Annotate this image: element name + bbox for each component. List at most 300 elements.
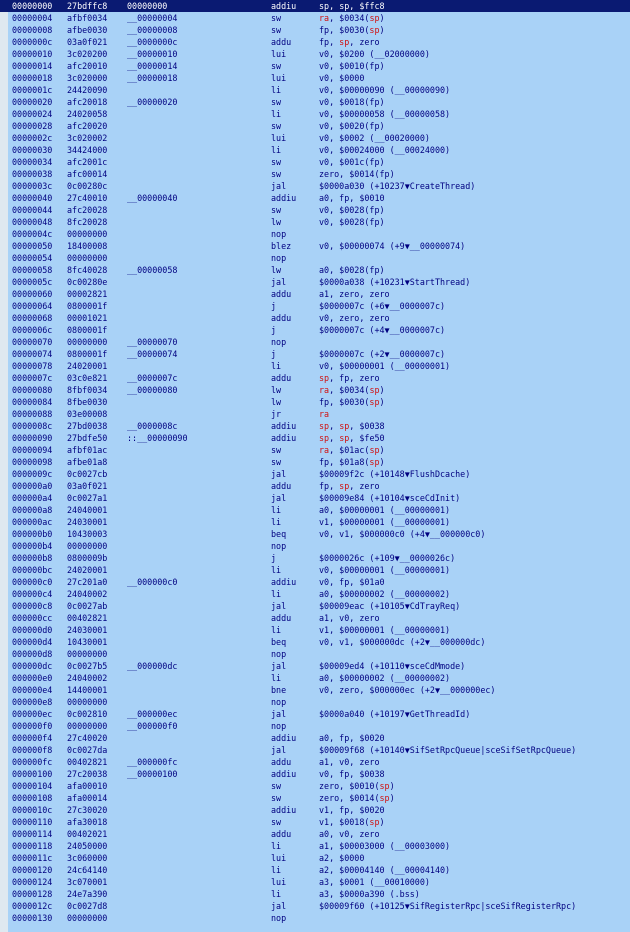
mnemonic: lw bbox=[271, 397, 282, 407]
operands: v0, $00000001 (__00000001) bbox=[319, 361, 451, 371]
code-line[interactable] bbox=[0, 348, 630, 360]
code-line[interactable] bbox=[0, 144, 630, 156]
code-line[interactable] bbox=[0, 396, 630, 408]
opcode-hex: 00402821 bbox=[67, 757, 108, 767]
code-line[interactable] bbox=[0, 72, 630, 84]
operands: v0, $0020(fp) bbox=[319, 121, 385, 131]
operands: $0000a038 (+10231▼StartThread) bbox=[319, 277, 471, 287]
address: 00000080 bbox=[12, 385, 53, 395]
code-line[interactable] bbox=[0, 672, 630, 684]
opcode-hex: afc20020 bbox=[67, 121, 108, 131]
code-line[interactable] bbox=[0, 48, 630, 60]
mnemonic: lw bbox=[271, 217, 282, 227]
opcode-hex: 24020001 bbox=[67, 361, 108, 371]
operands: fp, $0030(sp) bbox=[319, 397, 385, 407]
mnemonic: addiu bbox=[271, 577, 297, 587]
address: 000000d8 bbox=[12, 649, 53, 659]
code-line[interactable] bbox=[0, 648, 630, 660]
operands: a0, fp, $0010 bbox=[319, 193, 385, 203]
code-line[interactable] bbox=[0, 480, 630, 492]
code-line[interactable] bbox=[0, 840, 630, 852]
mnemonic: j bbox=[271, 301, 277, 311]
opcode-hex: afbf0034 bbox=[67, 13, 108, 23]
mnemonic: nop bbox=[271, 253, 287, 263]
operands: v0, fp, $0038 bbox=[319, 769, 385, 779]
code-line[interactable] bbox=[0, 252, 630, 264]
code-line[interactable] bbox=[0, 564, 630, 576]
code-line[interactable] bbox=[0, 864, 630, 876]
operands: $00009f68 (+10140▼SifSetRpcQueue|sceSifSetRpcQueue) bbox=[319, 745, 577, 755]
address: 000000f0 bbox=[12, 721, 53, 731]
opcode-hex: 3c070001 bbox=[67, 877, 108, 887]
opcode-hex: 27c40010 bbox=[67, 193, 108, 203]
code-line[interactable] bbox=[0, 540, 630, 552]
operands: $0000007c (+6▼__0000007c) bbox=[319, 301, 446, 311]
address: 000000c4 bbox=[12, 589, 53, 599]
opcode-hex: 0800001f bbox=[67, 349, 108, 359]
mnemonic: addiu bbox=[271, 733, 297, 743]
code-line[interactable] bbox=[0, 372, 630, 384]
mnemonic: nop bbox=[271, 697, 287, 707]
mnemonic: li bbox=[271, 673, 282, 683]
opcode-hex: 8fbe0030 bbox=[67, 397, 108, 407]
code-line[interactable] bbox=[0, 600, 630, 612]
operands: a0, v0, zero bbox=[319, 829, 380, 839]
opcode-hex: 27c201a0 bbox=[67, 577, 108, 587]
opcode-hex: 0c0027d8 bbox=[67, 901, 108, 911]
mnemonic: jal bbox=[271, 277, 287, 287]
code-line[interactable] bbox=[0, 168, 630, 180]
operands: v0, $0000 bbox=[319, 73, 365, 83]
opcode-hex: afc20010 bbox=[67, 61, 108, 71]
opcode-hex: 24030001 bbox=[67, 517, 108, 527]
operands: v0, $0200 (__02000000) bbox=[319, 49, 430, 59]
operands: a0, fp, $0020 bbox=[319, 733, 385, 743]
operands: v0, v1, $000000c0 (+4▼__000000c0) bbox=[319, 529, 486, 539]
opcode-hex: 18400008 bbox=[67, 241, 108, 251]
opcode-hex: 10430001 bbox=[67, 637, 108, 647]
code-line[interactable] bbox=[0, 432, 630, 444]
opcode-hex: afc20018 bbox=[67, 97, 108, 107]
code-line[interactable] bbox=[0, 888, 630, 900]
code-line[interactable] bbox=[0, 792, 630, 804]
mnemonic: jal bbox=[271, 661, 287, 671]
operands: a3, $0000a390 (.bss) bbox=[319, 889, 420, 899]
opcode-hex: 3c020200 bbox=[67, 49, 108, 59]
opcode-hex: 03a0f021 bbox=[67, 37, 108, 47]
address: 0000009c bbox=[12, 469, 53, 479]
code-line[interactable] bbox=[0, 84, 630, 96]
address: 00000050 bbox=[12, 241, 53, 251]
address: 00000068 bbox=[12, 313, 53, 323]
address: 00000088 bbox=[12, 409, 53, 419]
address: 0000003c bbox=[12, 181, 53, 191]
operands: $0000026c (+109▼__0000026c) bbox=[319, 553, 456, 563]
operands: a1, v0, zero bbox=[319, 613, 380, 623]
code-line[interactable] bbox=[0, 684, 630, 696]
opcode-hex: 00002821 bbox=[67, 289, 108, 299]
code-line[interactable] bbox=[0, 828, 630, 840]
mnemonic: li bbox=[271, 85, 282, 95]
code-line[interactable] bbox=[0, 528, 630, 540]
code-line[interactable] bbox=[0, 456, 630, 468]
code-line[interactable] bbox=[0, 312, 630, 324]
operands: v0, $001c(fp) bbox=[319, 157, 385, 167]
opcode-hex: 00000000 bbox=[67, 229, 108, 239]
operands: fp, $01a8(sp) bbox=[319, 457, 385, 467]
opcode-hex: 27c40020 bbox=[67, 733, 108, 743]
code-line[interactable] bbox=[0, 660, 630, 672]
opcode-hex: afa30018 bbox=[67, 817, 108, 827]
operands: $00009f2c (+10148▼FlushDcache) bbox=[319, 469, 471, 479]
code-line[interactable] bbox=[0, 264, 630, 276]
operands: sp, fp, zero bbox=[319, 373, 380, 383]
operands: a1, $00003000 (__00003000) bbox=[319, 841, 451, 851]
code-line[interactable] bbox=[0, 780, 630, 792]
address: 00000100 bbox=[12, 769, 53, 779]
code-line[interactable] bbox=[0, 732, 630, 744]
address: 00000114 bbox=[12, 829, 53, 839]
opcode-hex: afa00014 bbox=[67, 793, 108, 803]
mnemonic: addu bbox=[271, 373, 292, 383]
address: 000000f8 bbox=[12, 745, 53, 755]
opcode-hex: 00402021 bbox=[67, 829, 108, 839]
mnemonic: beq bbox=[271, 529, 287, 539]
opcode-hex: 00000000 bbox=[67, 541, 108, 551]
mnemonic: nop bbox=[271, 337, 287, 347]
mnemonic: addu bbox=[271, 289, 292, 299]
code-label: __00000080 bbox=[127, 385, 178, 395]
code-line[interactable] bbox=[0, 852, 630, 864]
code-line[interactable] bbox=[0, 60, 630, 72]
operands: v1, fp, $0020 bbox=[319, 805, 385, 815]
mnemonic: lui bbox=[271, 133, 287, 143]
operands: v0, v1, $000000dc (+2▼__000000dc) bbox=[319, 637, 486, 647]
operands: fp, $0030(sp) bbox=[319, 25, 385, 35]
opcode-hex: 00000000 bbox=[67, 913, 108, 923]
code-line[interactable] bbox=[0, 420, 630, 432]
operands: $0000007c (+2▼__0000007c) bbox=[319, 349, 446, 359]
code-line[interactable] bbox=[0, 288, 630, 300]
address: 00000018 bbox=[12, 73, 53, 83]
operands: v0, $00000090 (__00000090) bbox=[319, 85, 451, 95]
operands: v1, $00000001 (__00000001) bbox=[319, 625, 451, 635]
address: 00000074 bbox=[12, 349, 53, 359]
mnemonic: nop bbox=[271, 229, 287, 239]
operands: zero, $0014(fp) bbox=[319, 169, 395, 179]
address: 000000a4 bbox=[12, 493, 53, 503]
opcode-hex: 24420090 bbox=[67, 85, 108, 95]
code-label: __00000018 bbox=[127, 73, 178, 83]
code-line[interactable] bbox=[0, 696, 630, 708]
opcode-hex: 3c060000 bbox=[67, 853, 108, 863]
address: 0000007c bbox=[12, 373, 53, 383]
mnemonic: jal bbox=[271, 601, 287, 611]
operands: ra, $0034(sp) bbox=[319, 13, 385, 23]
operands: $00009eac (+10105▼CdTrayReq) bbox=[319, 601, 461, 611]
address: 000000cc bbox=[12, 613, 53, 623]
mnemonic: sw bbox=[271, 817, 282, 827]
mnemonic: lui bbox=[271, 73, 287, 83]
mnemonic: nop bbox=[271, 721, 287, 731]
address: 000000e8 bbox=[12, 697, 53, 707]
operands: fp, sp, zero bbox=[319, 37, 380, 47]
mnemonic: jal bbox=[271, 901, 287, 911]
address: 000000dc bbox=[12, 661, 53, 671]
address: 000000f4 bbox=[12, 733, 53, 743]
mnemonic: nop bbox=[271, 541, 287, 551]
code-line[interactable] bbox=[0, 24, 630, 36]
code-label: __000000fc bbox=[127, 757, 178, 767]
operands: v0, $00000074 (+9▼__00000074) bbox=[319, 241, 466, 251]
code-label: ::__00000090 bbox=[127, 433, 188, 443]
opcode-hex: 24020001 bbox=[67, 565, 108, 575]
code-line[interactable] bbox=[0, 756, 630, 768]
code-line[interactable] bbox=[0, 816, 630, 828]
address: 0000001c bbox=[12, 85, 53, 95]
address: 000000fc bbox=[12, 757, 53, 767]
code-line[interactable] bbox=[0, 336, 630, 348]
mnemonic: addu bbox=[271, 613, 292, 623]
code-line[interactable] bbox=[0, 636, 630, 648]
opcode-hex: 3c020002 bbox=[67, 133, 108, 143]
opcode-hex: 24c64140 bbox=[67, 865, 108, 875]
operands: a0, $00000002 (__00000002) bbox=[319, 589, 451, 599]
mnemonic: sw bbox=[271, 97, 282, 107]
address: 00000058 bbox=[12, 265, 53, 275]
mnemonic: sw bbox=[271, 781, 282, 791]
opcode-hex: 00000000 bbox=[67, 697, 108, 707]
code-line[interactable] bbox=[0, 300, 630, 312]
mnemonic: addiu bbox=[271, 433, 297, 443]
mnemonic: sw bbox=[271, 169, 282, 179]
code-line[interactable] bbox=[0, 516, 630, 528]
code-line[interactable] bbox=[0, 384, 630, 396]
code-line[interactable] bbox=[0, 444, 630, 456]
address: 00000004 bbox=[12, 13, 53, 23]
operands: ra, $01ac(sp) bbox=[319, 445, 385, 455]
address: 0000006c bbox=[12, 325, 53, 335]
operands: v0, $00000058 (__00000058) bbox=[319, 109, 451, 119]
code-line[interactable] bbox=[0, 624, 630, 636]
address: 00000060 bbox=[12, 289, 53, 299]
opcode-hex: 24030001 bbox=[67, 625, 108, 635]
code-line[interactable] bbox=[0, 876, 630, 888]
address: 00000094 bbox=[12, 445, 53, 455]
code-line[interactable] bbox=[0, 0, 630, 12]
address: 00000118 bbox=[12, 841, 53, 851]
mnemonic: addiu bbox=[271, 769, 297, 779]
code-label: __000000dc bbox=[127, 661, 178, 671]
code-line[interactable] bbox=[0, 768, 630, 780]
code-line[interactable] bbox=[0, 612, 630, 624]
code-label: __00000100 bbox=[127, 769, 178, 779]
code-line[interactable] bbox=[0, 720, 630, 732]
opcode-hex: 34424000 bbox=[67, 145, 108, 155]
mnemonic: lw bbox=[271, 385, 282, 395]
mnemonic: li bbox=[271, 517, 282, 527]
mnemonic: li bbox=[271, 865, 282, 875]
code-line[interactable] bbox=[0, 96, 630, 108]
opcode-hex: 24050000 bbox=[67, 841, 108, 851]
mnemonic: addu bbox=[271, 481, 292, 491]
code-line[interactable] bbox=[0, 408, 630, 420]
opcode-hex: afc2001c bbox=[67, 157, 108, 167]
address: 00000000 bbox=[12, 1, 53, 11]
mnemonic: sw bbox=[271, 61, 282, 71]
opcode-hex: 0c002810 bbox=[67, 709, 108, 719]
code-line[interactable] bbox=[0, 804, 630, 816]
opcode-hex: 8fc40028 bbox=[67, 265, 108, 275]
address: 000000a0 bbox=[12, 481, 53, 491]
mnemonic: jal bbox=[271, 709, 287, 719]
opcode-hex: 0800009b bbox=[67, 553, 108, 563]
mnemonic: j bbox=[271, 325, 277, 335]
address: 00000038 bbox=[12, 169, 53, 179]
address: 00000084 bbox=[12, 397, 53, 407]
operands: v0, $0018(fp) bbox=[319, 97, 385, 107]
code-line[interactable] bbox=[0, 468, 630, 480]
address: 0000004c bbox=[12, 229, 53, 239]
code-label: __00000040 bbox=[127, 193, 178, 203]
opcode-hex: 00001021 bbox=[67, 313, 108, 323]
code-label: __00000058 bbox=[127, 265, 178, 275]
opcode-hex: 24040002 bbox=[67, 673, 108, 683]
code-line[interactable] bbox=[0, 204, 630, 216]
mnemonic: sw bbox=[271, 13, 282, 23]
code-label: __00000020 bbox=[127, 97, 178, 107]
operands: sp, sp, $fe50 bbox=[319, 433, 385, 443]
opcode-hex: 24020058 bbox=[67, 109, 108, 119]
mnemonic: nop bbox=[271, 649, 287, 659]
address: 00000098 bbox=[12, 457, 53, 467]
opcode-hex: 14400001 bbox=[67, 685, 108, 695]
code-line[interactable] bbox=[0, 360, 630, 372]
address: 00000120 bbox=[12, 865, 53, 875]
opcode-hex: 27bdffc8 bbox=[67, 1, 108, 11]
code-line[interactable] bbox=[0, 576, 630, 588]
code-line[interactable] bbox=[0, 492, 630, 504]
mnemonic: addiu bbox=[271, 421, 297, 431]
mnemonic: addu bbox=[271, 37, 292, 47]
address: 0000008c bbox=[12, 421, 53, 431]
opcode-hex: 0c0027da bbox=[67, 745, 108, 755]
mnemonic: sw bbox=[271, 457, 282, 467]
opcode-hex: 8fc20028 bbox=[67, 217, 108, 227]
code-line[interactable] bbox=[0, 900, 630, 912]
mnemonic: addu bbox=[271, 757, 292, 767]
code-line[interactable] bbox=[0, 192, 630, 204]
operands: v1, $0018(sp) bbox=[319, 817, 385, 827]
code-label: __000000c0 bbox=[127, 577, 178, 587]
code-line[interactable] bbox=[0, 228, 630, 240]
operands: $00009e84 (+10104▼sceCdInit) bbox=[319, 493, 461, 503]
operands: a1, zero, zero bbox=[319, 289, 390, 299]
operands: ra bbox=[319, 409, 330, 419]
code-line[interactable] bbox=[0, 132, 630, 144]
opcode-hex: afc20028 bbox=[67, 205, 108, 215]
address: 00000090 bbox=[12, 433, 53, 443]
address: 0000012c bbox=[12, 901, 53, 911]
code-line[interactable] bbox=[0, 912, 630, 924]
opcode-hex: 03a0f021 bbox=[67, 481, 108, 491]
operands: sp, sp, $0038 bbox=[319, 421, 385, 431]
mnemonic: addu bbox=[271, 829, 292, 839]
address: 0000011c bbox=[12, 853, 53, 863]
opcode-hex: 24e7a390 bbox=[67, 889, 108, 899]
mnemonic: jal bbox=[271, 181, 287, 191]
code-label: 00000000 bbox=[127, 1, 168, 11]
mnemonic: lui bbox=[271, 49, 287, 59]
code-line[interactable] bbox=[0, 36, 630, 48]
opcode-hex: 0c00280c bbox=[67, 181, 108, 191]
address: 0000010c bbox=[12, 805, 53, 815]
address: 00000110 bbox=[12, 817, 53, 827]
opcode-hex: 00000000 bbox=[67, 253, 108, 263]
code-line[interactable] bbox=[0, 216, 630, 228]
code-line[interactable] bbox=[0, 120, 630, 132]
opcode-hex: 27c20038 bbox=[67, 769, 108, 779]
opcode-hex: 24040002 bbox=[67, 589, 108, 599]
address: 000000b8 bbox=[12, 553, 53, 563]
code-line[interactable] bbox=[0, 276, 630, 288]
opcode-hex: 27bdfe50 bbox=[67, 433, 108, 443]
code-line[interactable] bbox=[0, 588, 630, 600]
code-line[interactable] bbox=[0, 744, 630, 756]
operands: ra, $0034(sp) bbox=[319, 385, 385, 395]
address: 00000124 bbox=[12, 877, 53, 887]
mnemonic: blez bbox=[271, 241, 292, 251]
code-line[interactable] bbox=[0, 156, 630, 168]
address: 00000108 bbox=[12, 793, 53, 803]
code-line[interactable] bbox=[0, 552, 630, 564]
address: 000000ac bbox=[12, 517, 53, 527]
mnemonic: li bbox=[271, 589, 282, 599]
opcode-hex: afbe01a8 bbox=[67, 457, 108, 467]
mnemonic: sw bbox=[271, 157, 282, 167]
address: 000000c0 bbox=[12, 577, 53, 587]
mnemonic: sw bbox=[271, 25, 282, 35]
mnemonic: addiu bbox=[271, 193, 297, 203]
address: 000000d4 bbox=[12, 637, 53, 647]
code-line[interactable] bbox=[0, 504, 630, 516]
code-line[interactable] bbox=[0, 324, 630, 336]
code-label: __0000008c bbox=[127, 421, 178, 431]
mnemonic: j bbox=[271, 349, 277, 359]
code-line[interactable] bbox=[0, 180, 630, 192]
operands: a0, $00000002 (__00000002) bbox=[319, 673, 451, 683]
opcode-hex: afa00010 bbox=[67, 781, 108, 791]
address: 00000010 bbox=[12, 49, 53, 59]
mnemonic: li bbox=[271, 145, 282, 155]
operands: $0000007c (+4▼__0000007c) bbox=[319, 325, 446, 335]
code-line[interactable] bbox=[0, 12, 630, 24]
mnemonic: j bbox=[271, 553, 277, 563]
mnemonic: li bbox=[271, 565, 282, 575]
operands: $0000a040 (+10197▼GetThreadId) bbox=[319, 709, 471, 719]
opcode-hex: 03c0e821 bbox=[67, 373, 108, 383]
operands: zero, $0014(sp) bbox=[319, 793, 395, 803]
code-line[interactable] bbox=[0, 108, 630, 120]
opcode-hex: 0c0027ab bbox=[67, 601, 108, 611]
code-line[interactable] bbox=[0, 708, 630, 720]
operands: v0, $0028(fp) bbox=[319, 217, 385, 227]
address: 00000044 bbox=[12, 205, 53, 215]
mnemonic: li bbox=[271, 361, 282, 371]
code-line[interactable] bbox=[0, 240, 630, 252]
operands: $0000a030 (+10237▼CreateThread) bbox=[319, 181, 476, 191]
opcode-hex: 00402821 bbox=[67, 613, 108, 623]
